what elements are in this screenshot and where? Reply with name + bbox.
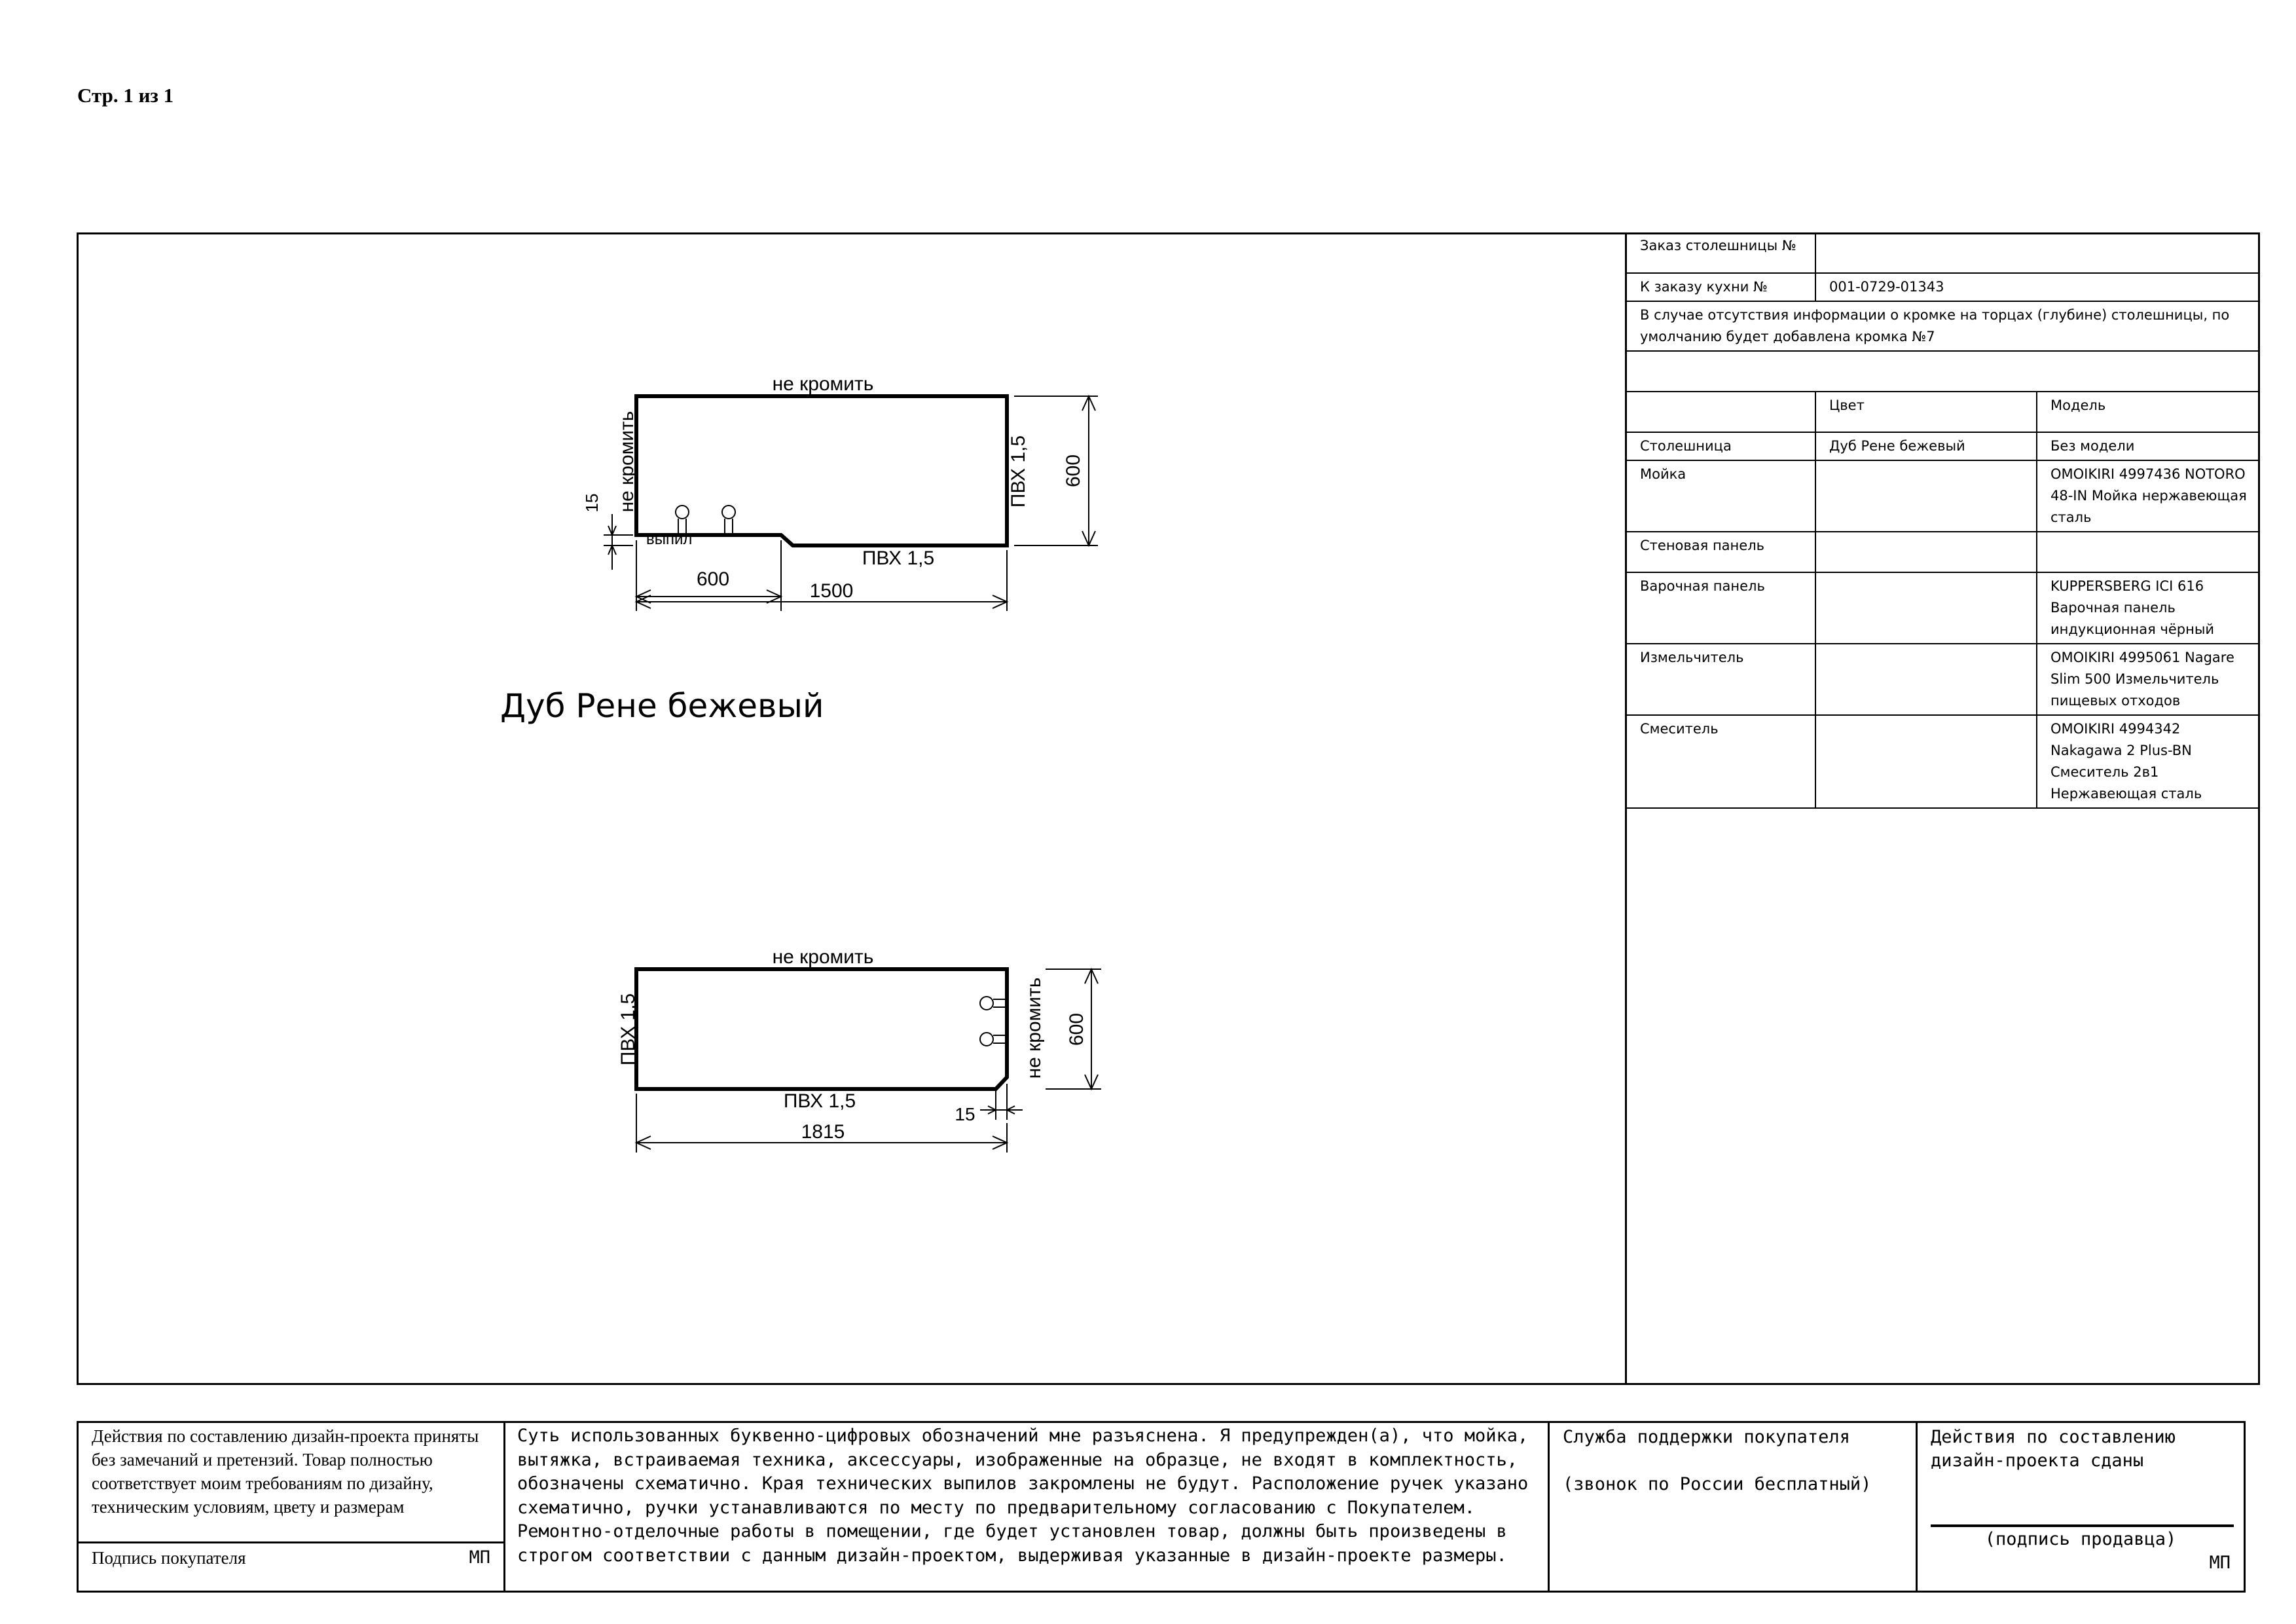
item-color: Дуб Рене бежевый xyxy=(1815,432,2037,460)
bottom-dim-length: 1815 xyxy=(801,1121,845,1143)
top-piece-outline xyxy=(636,396,1007,545)
table-row xyxy=(1627,644,2260,715)
item-color xyxy=(1815,460,2037,532)
top-dim-length: 1500 xyxy=(809,580,854,602)
info-panel xyxy=(1625,232,2260,1385)
item-model: OMOIKIRI 4994342 Nakagawa 2 Plus-BN Смеситель 2в1 Нержавеющая сталь xyxy=(2037,715,2260,808)
customer-acceptance xyxy=(79,1423,505,1591)
item-color xyxy=(1815,572,2037,644)
order-label: Заказ столешницы № xyxy=(1627,232,1815,273)
item-name: Измельчитель xyxy=(1627,644,1815,715)
handle-icon xyxy=(676,506,689,534)
top-dim-step: 15 xyxy=(582,493,602,513)
material-title: Дуб Рене бежевый xyxy=(500,687,824,725)
item-model: Без модели xyxy=(2037,432,2260,460)
seller-sign-label: (подпись продавца) xyxy=(1984,1529,2177,1549)
seller-text: Действия по составлению дизайн-проекта сданы xyxy=(1931,1427,2176,1471)
support-title: Служба поддержки покупателя xyxy=(1563,1427,1850,1447)
item-color xyxy=(1815,532,2037,572)
kitchen-order-value: 001-0729-01343 xyxy=(1815,273,2260,301)
handle-icon xyxy=(980,997,1006,1010)
seller-signature-line xyxy=(1931,1524,2234,1527)
customer-stamp-label: МП xyxy=(469,1547,490,1568)
top-dim-height: 600 xyxy=(1063,454,1084,488)
seller-stamp-label: МП xyxy=(2209,1553,2231,1573)
customer-text: Действия по составлению дизайн-проекта приняты без замечаний и претензий. Товар полностью соответствует моим требованиям по дизайну, техническим условиям, цвету и размерам xyxy=(92,1426,479,1517)
kitchen-order-label: К заказу кухни № xyxy=(1627,273,1815,301)
customer-sign-row xyxy=(79,1541,503,1591)
item-model: OMOIKIRI 4995061 Nagare Slim 500 Измельчитель пищевых отходов xyxy=(2037,644,2260,715)
support-block xyxy=(1550,1423,1918,1591)
bottom-piece-bottom-edge: ПВХ 1,5 xyxy=(783,1090,856,1112)
top-piece xyxy=(582,373,1098,611)
edge-note: В случае отсутствия информации о кромке на торцах (глубине) столешницы, по умолчанию будет добавлена кромка №7 xyxy=(1627,301,2260,351)
column-header-model: Модель xyxy=(2037,392,2260,432)
bottom-piece xyxy=(617,946,1101,1153)
top-piece-top-edge: не кромить xyxy=(772,373,874,395)
drawing-area xyxy=(77,232,1627,1385)
top-dim-cutout: 600 xyxy=(696,568,730,590)
order-value xyxy=(1815,232,2260,273)
spacer-row xyxy=(1627,351,2260,392)
top-piece-right-edge: ПВХ 1,5 xyxy=(1008,435,1029,508)
page-label: Стр. 1 из 1 xyxy=(77,84,174,107)
column-header-color: Цвет xyxy=(1815,392,2037,432)
handle-icon xyxy=(980,1033,1006,1046)
top-step-dimension xyxy=(604,514,633,570)
item-model: KUPPERSBERG ICI 616 Варочная панель индукционная чёрный xyxy=(2037,572,2260,644)
bottom-piece-outline xyxy=(636,969,1007,1089)
item-name: Смеситель xyxy=(1627,715,1815,808)
top-piece-bottom-edge: ПВХ 1,5 xyxy=(862,547,935,569)
spec-table xyxy=(1627,232,2260,809)
bottom-piece-top-edge: не кромить xyxy=(772,946,874,968)
column-header-row xyxy=(1627,392,2260,432)
table-row xyxy=(1627,532,2260,572)
bottom-dim-step: 15 xyxy=(955,1104,975,1124)
item-name: Варочная панель xyxy=(1627,572,1815,644)
top-piece-left-edge: не кромить xyxy=(616,411,638,513)
item-model: OMOIKIRI 4997436 NOTORO 48-IN Мойка нержавеющая сталь xyxy=(2037,460,2260,532)
support-note: (звонок по России бесплатный) xyxy=(1563,1474,1872,1494)
table-row xyxy=(1627,432,2260,460)
countertop-drawing xyxy=(77,232,1627,1385)
table-row xyxy=(1627,715,2260,808)
bottom-dim-height: 600 xyxy=(1066,1012,1087,1046)
item-name: Мойка xyxy=(1627,460,1815,532)
handle-icon xyxy=(722,506,735,534)
item-name: Столешница xyxy=(1627,432,1815,460)
note-row xyxy=(1627,301,2260,351)
terms-text: Суть использованных буквенно-цифровых обозначений мне разъяснена. Я предупрежден(а), что мойка, вытяжка, встраиваемая техника, аксессуары, изображенные на образце, не входят в комплектность, обозначены схематично. Края технических выпилов закромлены не будут. Расположение ручек указано схематично, ручки устанавливаются по месту по предварительному согласованию с Покупателем. Ремонтно-отделочные работы в помещении, где будет установлен товар, должны быть произведены в строгом соответствии с данным дизайн-проектом, выдерживая указанные в дизайн-проекте размеры. xyxy=(505,1423,1550,1591)
bottom-piece-right-edge: не кромить xyxy=(1023,977,1045,1079)
item-color xyxy=(1815,644,2037,715)
cutout-label: выпил xyxy=(646,530,693,548)
table-row xyxy=(1627,572,2260,644)
customer-sign-label: Подпись покупателя xyxy=(92,1548,246,1568)
footer xyxy=(77,1421,2246,1593)
item-color xyxy=(1815,715,2037,808)
item-name: Стеновая панель xyxy=(1627,532,1815,572)
kitchen-order-row xyxy=(1627,273,2260,301)
order-row xyxy=(1627,232,2260,273)
seller-block xyxy=(1918,1423,2244,1591)
item-model xyxy=(2037,532,2260,572)
bottom-piece-left-edge: ПВХ 1,5 xyxy=(617,993,639,1066)
table-row xyxy=(1627,460,2260,532)
